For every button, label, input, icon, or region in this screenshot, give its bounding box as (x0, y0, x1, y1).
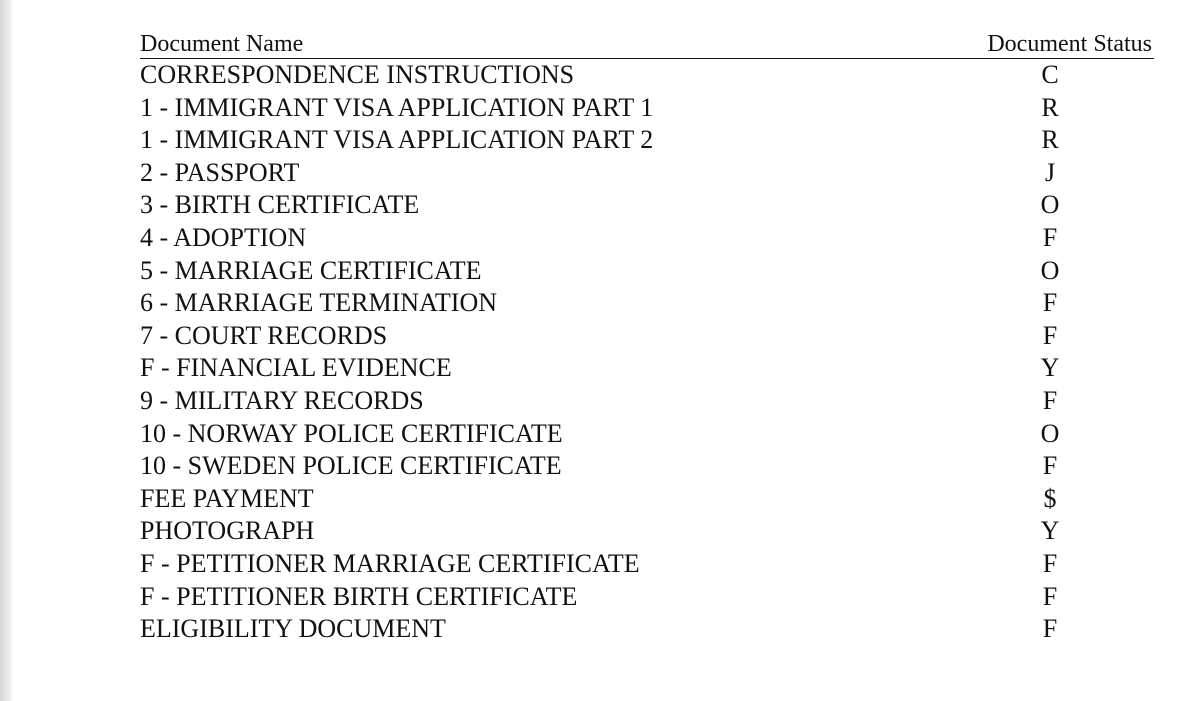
document-status: F (1042, 548, 1058, 578)
column-header-document-status: Document Status (987, 31, 1152, 57)
page-left-edge (0, 0, 14, 701)
document-name: F - FINANCIAL EVIDENCE (140, 353, 452, 383)
document-name: 2 - PASSPORT (140, 157, 300, 187)
table-row (140, 483, 1154, 516)
table-row (140, 222, 1154, 255)
document-status: C (1041, 60, 1059, 89)
document-status: F (1042, 451, 1058, 481)
document-name: 3 - BIRTH CERTIFICATE (140, 190, 420, 220)
document-status: F (1042, 581, 1058, 611)
document-status: Y (1040, 516, 1060, 546)
table-row (140, 548, 1154, 581)
document-status: F (1042, 320, 1058, 350)
document-status: $ (1043, 483, 1057, 513)
document-name: F - PETITIONER MARRIAGE CERTIFICATE (140, 548, 640, 578)
document-name: 6 - MARRIAGE TERMINATION (140, 288, 498, 318)
table-header (140, 31, 1154, 59)
table-row (140, 189, 1154, 222)
document-name: 10 - NORWAY POLICE CERTIFICATE (140, 418, 563, 448)
table-row (140, 320, 1154, 353)
document-status: J (1044, 157, 1056, 187)
document-name: 1 - IMMIGRANT VISA APPLICATION PART 2 (140, 125, 654, 155)
table-row (140, 287, 1154, 320)
table-row (140, 59, 1154, 92)
document-status: F (1042, 222, 1058, 252)
document-status: F (1042, 288, 1058, 318)
table-row (140, 515, 1154, 548)
document-status: O (1040, 255, 1060, 285)
document-list (140, 59, 1154, 646)
document-name: 4 - ADOPTION (140, 222, 307, 252)
document-name: F - PETITIONER BIRTH CERTIFICATE (140, 581, 578, 611)
document-name: CORRESPONDENCE INSTRUCTIONS (140, 60, 575, 89)
table-row (140, 255, 1154, 288)
table-row (140, 352, 1154, 385)
document-status: F (1042, 614, 1058, 644)
document-status: F (1042, 385, 1058, 415)
document-status-table (140, 31, 1154, 646)
table-row (140, 613, 1154, 646)
document-status: Y (1040, 353, 1060, 383)
table-row (140, 450, 1154, 483)
document-name: 1 - IMMIGRANT VISA APPLICATION PART 1 (140, 92, 654, 122)
table-row (140, 124, 1154, 157)
table-row (140, 157, 1154, 190)
document-name: 5 - MARRIAGE CERTIFICATE (140, 255, 482, 285)
table-row (140, 385, 1154, 418)
document-name: 9 - MILITARY RECORDS (140, 385, 424, 415)
document-name: 7 - COURT RECORDS (140, 320, 388, 350)
column-header-document-name: Document Name (140, 31, 304, 57)
document-name: 10 - SWEDEN POLICE CERTIFICATE (140, 451, 562, 481)
document-name: ELIGIBILITY DOCUMENT (140, 614, 446, 644)
table-row (140, 418, 1154, 451)
document-status: O (1040, 418, 1060, 448)
document-status: R (1041, 125, 1059, 155)
document-status: O (1040, 190, 1060, 220)
document-status: R (1041, 92, 1059, 122)
document-name: PHOTOGRAPH (140, 516, 315, 546)
table-row (140, 92, 1154, 125)
document-name: FEE PAYMENT (140, 483, 314, 513)
table-row (140, 581, 1154, 614)
